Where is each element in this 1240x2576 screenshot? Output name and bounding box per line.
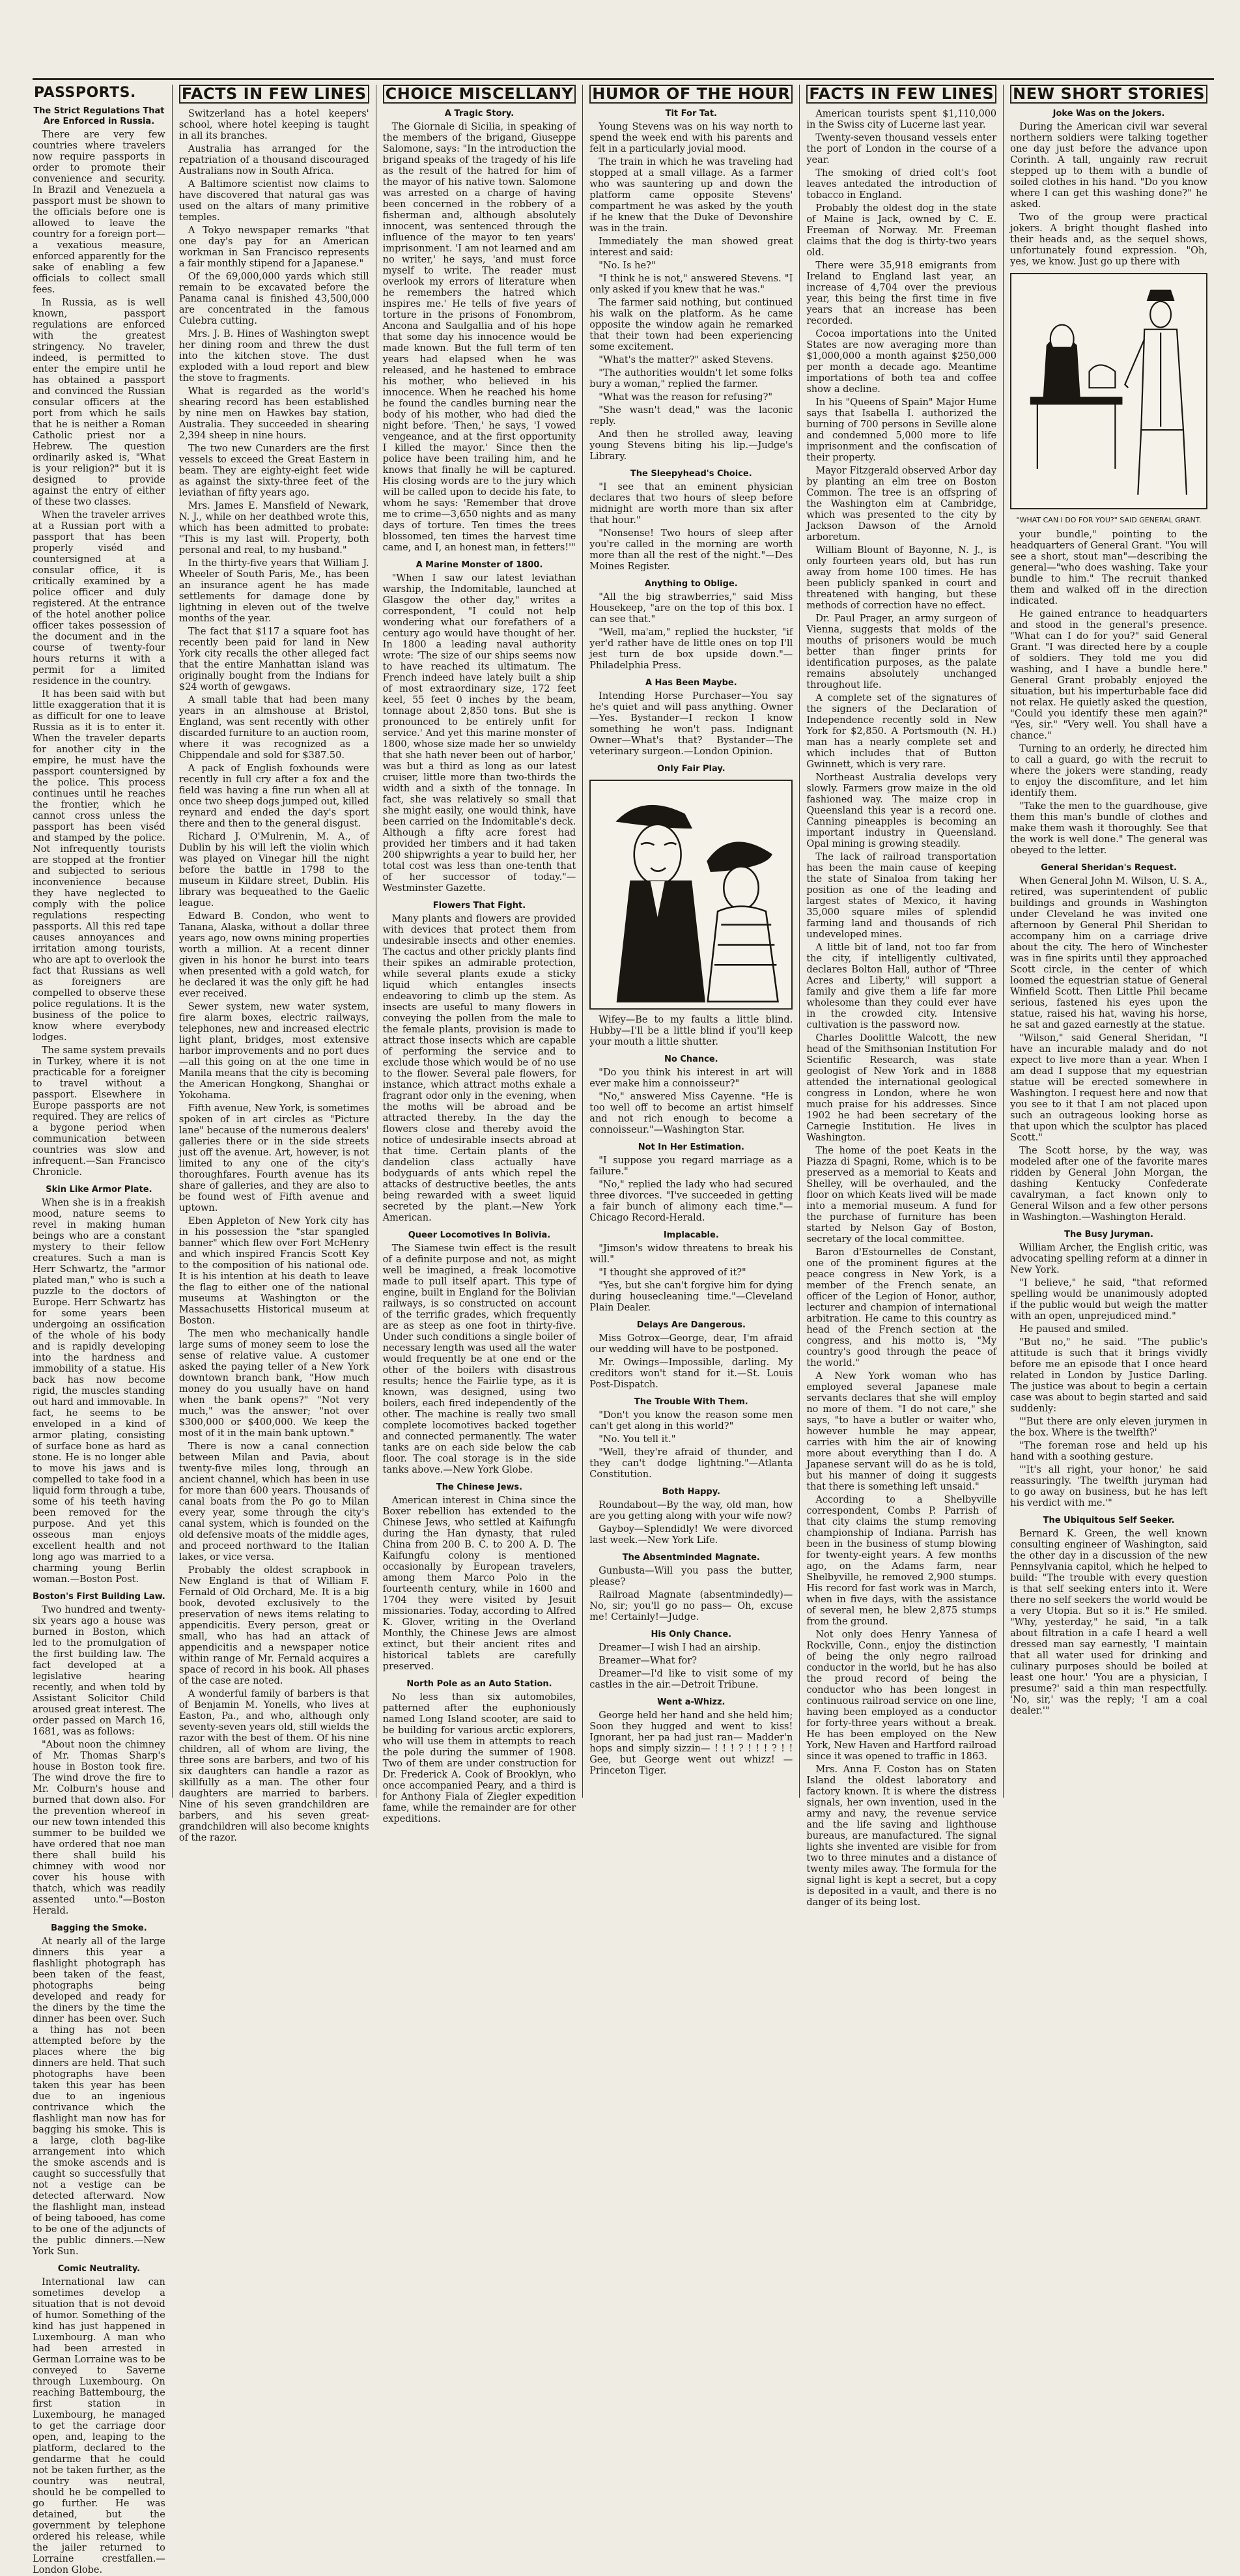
article-paragraph: Turning to an orderly, he directed him to call a guard, go with the recruit to where the jokers were standing, ready to enjoy the discomfiture, and let him identify them. — [1010, 743, 1207, 799]
article-paragraph: "Well, they're afraid of thunder, and they can't dodge lightning."—Atlanta Constitution. — [589, 1447, 793, 1480]
article-paragraph: Many plants and flowers are provided with devices that protect them from undesirable insects and other enemies. The cactus and other prickly plants find their spikes an admirable protection, while several plants exude a sticky liquid which entangles insects endeavoring to climb up the stem. As insects are useful to many flowers in conveying the pollen from the male to the female plants, provision is made to attract those insects which are capable of performing the service and to exclude those which would be of no use to the flower. Several pale flowers, for instance, which attract moths exhale a fragrant odor only in the evening, when the moths will be abroad and be attracted thereby. In the day the flowers close and thereby avoid the notice of undesirable insects abroad at that time. Certain plants of the dandelion class actually have bodyguards of ants which repel the attacks of destructive beetles, the ants being rewarded with a sweet liquid secreted by the plant.—New York American. — [382, 914, 576, 1223]
fact-paragraph: Of the 69,000,000 yards which still remain to be excavated before the Panama canal is finished 43,500,000 are concentrated in the famous Culebra cutting. — [178, 272, 369, 326]
article — [33, 1592, 165, 1917]
article-paragraph: Breamer—What for? — [599, 1656, 697, 1667]
article — [33, 106, 165, 1178]
article — [1010, 1230, 1207, 1509]
column-body — [1010, 109, 1207, 1717]
article-title: The Chinese Jews. — [436, 1482, 523, 1492]
article — [383, 1679, 576, 1825]
article-paragraph: George held her hand and she held him; Soon they hugged and went to kiss! Ignorant, her pa had just ran— Madder'n hops and simply sizzin— ! ! ! ? ! ! ! ? ! ! Gee, but George went out whizz! —Princeton Tiger. — [589, 1710, 793, 1777]
article-paragraph: No less than six automobiles, patterned after the euphoniously named Long Island scooter, are said to be building for various arctic explorers, who will use them in attempts to reach the pole during the summer of 1908. Two of them are under construction for Dr. Frederick A. Cook of Brooklyn, who once accompanied Peary, and a third is for Anthony Fiala of Ziegler expedition fame, while the remainder are for other expeditions. — [382, 1692, 576, 1824]
article-title: Tit For Tat. — [665, 109, 717, 119]
column-body — [806, 109, 996, 1908]
article — [33, 1185, 165, 1585]
article — [383, 901, 576, 1224]
column-humor — [582, 85, 799, 1798]
article-paragraph: "Yes, but she can't forgive him for dying during housecleaning time."—Cleveland Plain Dealer. — [589, 1281, 793, 1314]
article — [589, 1397, 793, 1480]
article-title: Joke Was on the Jokers. — [1052, 109, 1165, 119]
article — [589, 1553, 793, 1623]
article — [383, 560, 576, 894]
article-paragraph: "No," answered Miss Cayenne. "He is too well off to become an artist himself and not rich enough to become a connoisseur."—Washington Star. — [589, 1092, 793, 1136]
fact-paragraph: A complete set of the signatures of the signers of the Declaration of Independence recently sold in New York for $2,850. A Portsmouth (N. H.) man has a nearly complete set and which includes that of Button Gwinnett, which is very rare. — [806, 693, 997, 770]
fact-paragraph: Mayor Fitzgerald observed Arbor day by planting an elm tree on Boston Common. The tree is an offspring of the Washington elm at Cambridge, which was presented to the city by Jackson Dawson of the Arnold arboretum. — [806, 466, 997, 543]
fact-paragraph: A pack of English foxhounds were recently in full cry after a fox and the field was having a fine run when all at once two sheep dogs jumped out, killed reynard and ended the day's sport there and then to the general disgust. — [178, 763, 369, 829]
column-body — [33, 106, 165, 2576]
article-paragraph: The same system prevails in Turkey, where it is not practicable for a foreigner to travel without a passport. Elsewhere in Europe passports are not required. They are relics of a bygone period when communication between countries was slow and infrequent.—San Francisco Chronicle. — [33, 1045, 165, 1178]
article-title: The Trouble With Them. — [634, 1397, 748, 1408]
article-title: A Tragic Story. — [444, 109, 514, 119]
article-paragraph: "Jimson's widow threatens to break his will." — [589, 1243, 793, 1266]
article-paragraph: "Do you think his interest in art will ever make him a connoisseur?" — [589, 1068, 793, 1090]
article-title: Queer Locomotives In Bolivia. — [408, 1230, 551, 1240]
article-title: The Busy Juryman. — [1064, 1229, 1153, 1239]
fact-paragraph: Baron d'Estournelles de Constant, one of the prominent figures at the peace congress in New York, is a member of the French senate, an officer of the Legion of Honor, author, lecturer and champion of international arbitration. He came to this country as head of the French section at the congress, and his motto is, "My country's good through the peace of the world." — [806, 1247, 997, 1368]
fact-paragraph: A wonderful family of barbers is that of Benjamin M. Yonells, who lives at Easton, Pa., and who, although only seventy-seven years old, still wields the razor with the best of them. Of his nine children, all of whom are living, the three sons are barbers, and two of his six daughters can handle a razor as skillfully as a man. The other four daughters are married to barbers. Nine of his seven grandchildren are barbers, and his seven great-grandchildren will also become knights of the razor. — [178, 1689, 369, 1843]
article-paragraph: The Scott horse, by the way, was modeled after one of the favorite mares ridden by General John Morgan, the dashing Kentucky Confederate cavalryman, a fact known only to General Wilson and a few other persons in Washington.—Washington Herald. — [1010, 1145, 1207, 1223]
article-paragraph: Gayboy—Splendidly! We were divorced last week.—New York Life. — [589, 1524, 793, 1546]
article-paragraph: He gained entrance to headquarters and stood in the general's presence. "What can I do for you?" said General Grant. "I was directed here by a couple of soldiers. They told me you did washing, and I have a bundle here." General Grant probably enjoyed the situation, but his imperturbable face did not relax. He quietly asked the question, "Could you identify these men again?" "Yes, sir." "Very well. You shall have a chance." — [1010, 608, 1207, 741]
article — [1010, 863, 1207, 1223]
article-paragraph: "'But there are only eleven jurymen in the box. Where is the twelfth?' — [1010, 1416, 1207, 1438]
fact-paragraph: Probably the oldest dog in the state of Maine is Jack, owned by C. E. Freeman of Norway. Mr. Freeman claims that the dog is thirty-two years old. — [806, 203, 997, 258]
article-title: No Chance. — [664, 1054, 718, 1065]
fact-paragraph: Not only does Henry Yannesa of Rockville, Conn., enjoy the distinction of being the only negro railroad conductor in the world, but he has also the proud record of being the conductor who has been longest in continuous railroad service on one line, having been employed as a conductor for forty-three years without a break. He has been employed on the New York, New Haven and Hartford railroad since it was opened to traffic in 1863. — [806, 1630, 997, 1762]
article — [589, 1697, 793, 1777]
fact-paragraph: Switzerland has a hotel keepers' school, where hotel keeping is taught in all its branches. — [178, 109, 369, 141]
column-header: NEW SHORT STORIES — [1010, 85, 1207, 104]
column-body — [589, 109, 793, 1777]
article-paragraph: Gunbusta—Will you pass the butter, please? — [589, 1566, 793, 1588]
fact-paragraph: Edward B. Condon, who went to Tanana, Alaska, without a dollar three years ago, now owns mining properties worth a million. At a recent dinner given in his honor he burst into tears when presented with a gold watch, for he declared it was the only gift he had ever received. — [178, 911, 369, 999]
fact-paragraph: The fact that $117 a square foot has recently been paid for land in New York city recalls the other alleged fact that the entire Manhattan island was originally bought from the Indians for $24 worth of gewgaws. — [178, 627, 369, 692]
article-title: The Absentminded Magnate. — [622, 1553, 760, 1563]
fact-paragraph: Mrs. Anna F. Coston has on Staten Island the oldest laboratory and factory known. It is where the distress signals, her own invention, used in the army and navy, the revenue service and the life saving and lighthouse bureaus, are manufactured. The signal lights she invented are visible for from two to three minutes and a distance of twenty miles away. The formula for the signal light is kept a secret, but a copy is deposited in a vault, and there is no danger of its being lost. — [806, 1764, 997, 1908]
fact-paragraph: Twenty-seven thousand vessels enter the port of London in the course of a year. — [806, 133, 997, 165]
article-paragraph: The farmer said nothing, but continued his walk on the platform. As he came opposite the window again he remarked that their town had been experiencing some excitement. — [589, 298, 793, 352]
article — [1010, 1516, 1207, 1717]
article-title: Boston's First Building Law. — [33, 1592, 165, 1602]
column-header: FACTS IN FEW LINES — [179, 85, 369, 104]
article-title: Skin Like Armor Plate. — [46, 1185, 152, 1195]
article-title: Implacable. — [663, 1230, 719, 1241]
fact-paragraph: A Baltimore scientist now claims to have discovered that natural gas was used on the altars of many primitive temples. — [178, 179, 369, 223]
article-paragraph: "The authorities wouldn't let some folks bury a woman," replied the farmer. — [589, 368, 793, 389]
article-paragraph: Bernard K. Green, the well known consulting engineer of Washington, said the other day in a discussion of the new Pennsylvania capitol, which he helped to build: "The trouble with every question is that self seeking enters into it. Were there no self seekers the world would be a very Utopia. But so it is." He smiled. "Why, yesterday," he said, "in a talk about filtration in a cafe I heard a well dressed man say earnestly, 'I maintain that all water used for drinking and culinary purposes should be boiled at least one hour.' 'You are a physician, I presume?' said a thin man respectfully. 'No, sir,' was the reply; 'I am a coal dealer.'" — [1010, 1528, 1207, 1716]
fact-paragraph: The men who mechanically handle large sums of money seem to lose the sense of relative value. A customer asked the paying teller of a New York downtown branch bank, "How much money do you usually have on hand when the bank opens?" "Not very much," was the answer; "not over $300,000 or $400,000. We keep the most of it in the main bank uptown." — [178, 1329, 369, 1439]
article — [383, 1230, 576, 1476]
grant-illustration — [1011, 274, 1206, 508]
article-paragraph: "She wasn't dead," was the laconic reply. — [589, 405, 793, 427]
article-paragraph: "I suppose you regard marriage as a failure." — [589, 1155, 793, 1178]
article-paragraph: And then he strolled away, leaving young Stevens biting his lip.—Judge's Library. — [589, 429, 793, 462]
article-paragraph: "I see that an eminent physician declares that two hours of sleep before midnight are worth more than six after that hour." — [589, 482, 793, 526]
fact-paragraph: Mrs. J. B. Hines of Washington swept her dining room and threw the dust into the kitchen stove. The dust exploded with a loud report and blew the stove to fragments. — [178, 329, 369, 384]
article-paragraph: "What was the reason for refusing?" — [599, 392, 773, 403]
fact-paragraph: The home of the poet Keats in the Piazza di Spagni, Rome, which is to be preserved as a memorial to Keats and Shelley, will be overhauled, and the floor on which Keats lived will be made into a memorial museum. A fund for the purchase of furniture has been started by Nelson Gay of Boston, secretary of the local committee. — [806, 1146, 997, 1245]
article-title: Delays Are Dangerous. — [636, 1320, 746, 1331]
fact-paragraph: A Tokyo newspaper remarks "that one day's pay for an American workman in San Francisco represents a fair monthly stipend for a Japanese." — [178, 225, 369, 269]
fact-paragraph: The two new Cunarders are the first vessels to exceed the Great Eastern in beam. They are eighty-eight feet wide as against the sixty-three feet of the leviathan of fifty years ago. — [178, 444, 369, 498]
fact-paragraph: What is regarded as the world's shearing record has been established by nine men on Hawkes bay station, Australia. They succeeded in shearing 2,394 sheep in nine hours. — [178, 386, 369, 441]
article-paragraph: Mr. Owings—Impossible, darling. My creditors won't stand for it.—St. Louis Post-Dispatch. — [589, 1357, 793, 1391]
article-title: A Has Been Maybe. — [645, 678, 737, 688]
fact-paragraph: A small table that had been many years in an almshouse at Bristol, England, was sent recently with other discarded furniture to an auction room, where it was recognized as a Chippendale and sold for $387.50. — [178, 695, 369, 761]
article-paragraph: "The foreman rose and held up his hand with a soothing gesture. — [1010, 1440, 1207, 1462]
article — [589, 109, 793, 462]
column-facts-2 — [799, 85, 1003, 1908]
fact-paragraph: Fifth avenue, New York, is sometimes spoken of in art circles as "Picture lane" because of the numerous dealers' galleries there or in the side streets just off the avenue. Art, however, is not limited to any one of the city's thoroughfares. Fourth avenue has its share of galleries, and they are also to be found west of Fifth avenue and uptown. — [178, 1103, 369, 1213]
fact-paragraph: Eben Appleton of New York city has in his possession the "star spangled banner" which flew over Fort McHenry and which inspired Francis Scott Key to the composition of his national ode. It is his intention at his death to leave the flag to either one of the national museums at Washington or the Massachusetts Historical museum at Boston. — [178, 1216, 369, 1326]
article-paragraph: The train in which he was traveling had stopped at a small village. As a farmer who was sauntering up and down the platform came opposite Stevens' compartment he was asked by the youth if he knew that the Duke of Devonshire was in the train. — [589, 157, 793, 234]
article — [1010, 109, 1207, 268]
fact-paragraph: A little bit of land, not too far from the city, if intelligently cultivated, declares Bolton Hall, author of "Three Acres and Liberty," will support a family and give them a life far more wholesome than they could ever have in the crowded city. Intensive cultivation is the password now. — [806, 942, 997, 1030]
article — [383, 109, 576, 554]
article-paragraph: "No. Is he?" — [599, 261, 656, 271]
article-paragraph: When General John M. Wilson, U. S. A., retired, was superintendent of public buildings and grounds in Washington under Cleveland he was invited one afternoon by General Phil Sheridan to accompany him on a carriage drive about the city. The hero of Winchester was in fine spirits until they approached Scott circle, in the center of which loomed the equestrian statue of General Winfield Scott. Then Little Phil became serious, fastened his eyes upon the statue, raised his hat, waving his horse, he sat and gazed earnestly at the statue. — [1010, 875, 1207, 1030]
article-paragraph: In Russia, as is well known, passport regulations are enforced with the greatest stringency. No traveler, indeed, is permitted to enter the empire until he has obtained a passport and convinced the Russian consular officers at the port from which he sails that he is neither a Roman Catholic priest nor a Hebrew. The question ordinarily asked is, "What is your religion?" but it is designed to provide against the entry of either of these two classes. — [33, 298, 165, 507]
article-paragraph: Young Stevens was on his way north to spend the week end with his parents and felt in a particularly jovial mood. — [589, 122, 793, 154]
article-paragraph: "I believe," he said, "that reformed spelling would be unanimously adopted if the public would but weigh the matter with an open, unprejudiced mind." — [1010, 1277, 1207, 1322]
article-title: Only Fair Play. — [656, 764, 726, 774]
fact-paragraph: Sewer system, new water system, fire alarm boxes, electric railways, telephones, new and increased electric light plant, bridges, most extensive harbor improvements and no port dues—all this going on at the one time in Manila means that the city is becoming the American Hongkong, Shanghai or Yokohama. — [178, 1002, 369, 1101]
fact-paragraph: In his "Queens of Spain" Major Hume says that Isabella I. authorized the burning of 700 persons in Seville alone and condemned 5,000 more to life imprisonment and the confiscation of their property. — [806, 397, 997, 463]
article-title: A Marine Monster of 1800. — [416, 560, 543, 570]
article-paragraph: Dreamer—I'd like to visit some of my castles in the air.—Detroit Tribune. — [589, 1669, 793, 1691]
fact-paragraph: Probably the oldest scrapbook in New England is that of William F. Fernald of Old Orchard, Me. It is a big book, devoted exclusively to the preservation of news items relating to appendicitis. Every person, great or small, who has had an attack of appendicitis and a newspaper notice within range of Mr. Fernald acquires a space of record in his book. All phases of the case are noted. — [178, 1565, 369, 1686]
fact-paragraph: Dr. Paul Prager, an army surgeon of Vienna, suggests that molds of the mouths of prisoners would be much better than finger prints for identification purposes, as the palate remains absolutely unchanged throughout life. — [806, 614, 997, 690]
column-choice-miscellany — [376, 85, 583, 1824]
fact-paragraph: Mrs. James E. Mansfield of Newark, N. J., while on her deathbed wrote this, which has been admitted to probate: "This is my last will. Property, both personal and real, to my husband." — [178, 501, 369, 556]
fact-paragraph: There were 35,918 emigrants from Ireland to England last year, an increase of 4,704 over the previous year, this being the first time in five years that an increase has been recorded. — [806, 261, 997, 326]
article-title: Both Happy. — [662, 1487, 720, 1497]
article-title: His Only Chance. — [651, 1630, 732, 1640]
article-paragraph: Wifey—Be to my faults a little blind. Hubby—I'll be a little blind if you'll keep your mouth a little shutter. — [589, 1015, 793, 1048]
fact-paragraph: The lack of railroad transportation has been the main cause of keeping the state of Sinaloa from taking her position as one of the leading and largest states of Mexico, it having 35,000 square miles of splendid farming land and thousands of rich undeveloped mines. — [806, 852, 997, 940]
article-paragraph: "All the big strawberries," said Miss Housekeep, "are on the top of this box. I can see that." — [589, 592, 793, 625]
column-passports — [33, 85, 172, 2575]
article-paragraph: American interest in China since the Boxer rebellion has extended to the Chinese Jews, who settled at Kaifungfu during the Han dynasty, that ruled China from 200 B. C. to 200 A. D. The Kaifungfu colony is mentioned occasionally by European travelers, among them Marco Polo in the fourteenth century, while in 1600 and 1704 they were visited by Jesuit missionaries. Today, according to Alfred K. Glover, writing in the Overland Monthly, the Chinese Jews are almost extinct, but their ancient rites and historical tablets are carefully preserved. — [382, 1495, 576, 1672]
column-header: CHOICE MISCELLANY — [383, 85, 576, 104]
illustration — [589, 780, 793, 1010]
article-paragraph: Roundabout—By the way, old man, how are you getting along with your wife now? — [589, 1500, 793, 1522]
article-title: Comic Neutrality. — [57, 2264, 141, 2274]
article-paragraph: "No. You tell it." — [599, 1434, 676, 1445]
article-paragraph: "'It's all right, your honor,' he said reassuringly. 'The twelfth juryman had to go away on business, but he has left his verdict with me.'" — [1010, 1464, 1207, 1508]
article-paragraph: "When I saw our latest leviathan warship, the Indomitable, launched at Glasgow the other day," writes a correspondent, "I could not help wondering what our forefathers of a century ago would have thought of her. In 1800 a leading naval authority wrote: 'The size of our ships seems now to have reached its ultimatum. The French indeed have lately built a ship of most extraordinary size, 172 feet keel, 55 feet 0 inches by the beam, tonnage about 2,850 tons. But she is pronounced to be entirely unfit for service.' And yet this marine monster of 1800, whose size made her so unwieldy that she hath never been out of harbor,' was but a third as long as our latest cruiser, little more than two-thirds the width and a sixth of the tonnage. In fact, she was relatively so small that she might easily, one would think, have been carried on the Indomitable's deck. Although a fifty acre forest had provided her timbers and it had taken 200 shipwrights a year to build her, her total cost was less than one-tenth that of her successor of today."—Westminster Gazette. — [382, 573, 576, 894]
article-paragraph: "I thought she approved of it?" — [599, 1267, 746, 1279]
article-paragraph: Dreamer—I wish I had an airship. — [599, 1643, 761, 1654]
article-title: Not In Her Estimation. — [638, 1142, 744, 1153]
column-body — [179, 109, 369, 1844]
article-paragraph: There are very few countries where travelers now require passports in order to promote their convenience and security. In Brazil and Venezuela a passport must be shown to the officials before one is allowed to leave the country for a foreign port—a vexatious measure, enforced apparently for the sake of enabling a few officials to collect small fees. — [33, 130, 165, 295]
article — [33, 1923, 165, 2258]
article — [589, 469, 793, 573]
article-title: Flowers That Fight. — [432, 901, 526, 911]
article-paragraph: Miss Gotrox—George, dear, I'm afraid our wedding will have to be postponed. — [589, 1333, 793, 1355]
article-paragraph: "Take the men to the guardhouse, give them this man's bundle of clothes and make them wash it thoroughly. See that the work is well done." The general was obeyed to the letter. — [1010, 800, 1207, 856]
column-header: FACTS IN FEW LINES — [806, 85, 996, 104]
article-paragraph: The Giornale di Sicilia, in speaking of the members of the brigand, Giuseppe Salomone, says: "In the introduction the brigand speaks of the tragedy of his life as the result of the hatred for him of the mayor of his native town. Salomone was arrested on a charge of having been concerned in the robbery of a fisherman and, although absolutely innocent, was sentenced through the influence of the mayor to ten years' imprisonment. 'I am not learned and am no writer,' he says, 'and must force myself to write. The reader must overlook my errors of literature when he remembers the hatred which inspires me.' He tells of five years of torture in the prisons of Fonombrom, Ancona and Saulgallia and of his hope that some day his innocence would be made known. But the full term of ten years had elapsed when he was released, and he hastened to embrace his mother, who believed in his innocence. When he reached his home he found the candles burning near the body of his mother, who had died the night before. 'Then,' he says, 'I vowed vengeance, and at the first opportunity I killed the mayor.' Since then the police have been trailing him, and he knows that finally he will be captured. His closing words are to the jury which will be called upon to decide his fate, to whom he says: 'Remember that drove me to crime—3,650 nights and as many days of torture. Ten times the trees blossomed, ten times the harvest time came, and I, an honest man, in fetters!'" — [382, 122, 576, 553]
article-paragraph: William Archer, the English critic, was advocating spelling reform at a dinner in New York. — [1010, 1242, 1207, 1275]
article — [589, 1054, 793, 1136]
article-paragraph: "About noon the chimney of Mr. Thomas Sharp's house in Boston took fire. The wind drove the fire to Mr. Colburn's house and burned that down also. For the prevention whereof in our new town intended this summer to be builded we have ordered that noe man there shall build his chimney with wood nor cover his house with thatch, which was readily assented unto."—Boston Herald. — [33, 1740, 165, 1916]
article-paragraph: "Don't you know the reason some men can't get along in this world?" — [589, 1410, 793, 1432]
article-paragraph: When the traveler arrives at a Russian port with a passport that has been properly viséd and countersigned at a consular office, it is critically examined by a police officer and duly registered. At the entrance of the hotel another police officer takes possession of the document and in the course of twenty-four hours returns it with a permit for a limited residence in the country. — [33, 510, 165, 686]
article-paragraph: "Wilson," said General Sheridan, "I have an incurable malady and do not expect to live more than a year. When I am dead I suppose that my equestrian statue will be erected somewhere in Washington. I request here and now that you see to it that I am not placed upon such an outrageous looking horse as that upon which the sculptor has placed Scott." — [1010, 1032, 1207, 1143]
column-short-stories — [1003, 85, 1214, 1798]
fact-paragraph: William Blount of Bayonne, N. J., is only fourteen years old, but has run away from home 100 times. He has been publicly spanked in court and threatened with hanging, but these methods of correction have no effect. — [806, 545, 997, 611]
illustration-caption: "WHAT CAN I DO FOR YOU?" SAID GENERAL GRANT. — [1016, 515, 1202, 524]
article-paragraph: Two of the group were practical jokers. A bright thought flashed into their heads and, as the sequel shows, unfortunately found expression. "Oh, yes, we know. Just go up there with — [1010, 212, 1207, 267]
article — [589, 1142, 793, 1224]
article-paragraph: Two hundred and twenty-six years ago a house was burned in Boston, which led to the promulgation of the first building law. The fact developed at a legislative hearing recently, and when told by Assistant Solicitor Child aroused great interest. The order passed on March 16, 1681, was as follows: — [33, 1605, 165, 1737]
article-paragraph: "Nonsense! Two hours of sleep after you're called in the morning are worth more than all the rest of the night."—Des Moines Register. — [589, 528, 793, 572]
article — [589, 1487, 793, 1546]
columns-container — [33, 85, 1214, 2575]
article-paragraph: Immediately the man showed great interest and said: — [589, 236, 793, 258]
article — [383, 1482, 576, 1673]
article — [589, 1320, 793, 1391]
fact-paragraph: A New York woman who has employed several Japanese male servants declares that she will employ no more of them. "I do not care," she says, "to have a butler or waiter who, however humble he may appear, carries with him the air of knowing more about everything than I do. A Japanese servant will do as he is told, but his manner of doing it suggests that there is something left unsaid." — [806, 1371, 997, 1492]
fact-paragraph: According to a Shelbyville correspondent, Combs P. Parrish of that city claims the stump removing championship of Indiana. Parrish has been in the business of stump blowing for twenty-eight years. A few months ago, on the Adams farm, near Shelbyville, he removed 2,900 stumps. His record for fast work was in March, when in five days, with the assistance of several men, he blew 2,875 stumps from the ground. — [806, 1495, 997, 1627]
article-title: General Sheridan's Request. — [1041, 862, 1177, 873]
article-title: The Sleepyhead's Choice. — [630, 469, 752, 479]
column-header: PASSPORTS. — [34, 85, 136, 101]
article-paragraph: "No," replied the lady who had secured three divorces. "I've succeeded in getting a fair bunch of alimony each time."—Chicago Record-Herald. — [589, 1180, 793, 1224]
article-paragraph: When she is in a freakish mood, nature seems to revel in making human beings who are a constant mystery to their fellow creatures. Such a man is Herr Schwartz, the "armor plated man," who is such a puzzle to the doctors of Europe. Herr Schwartz has for some years been undergoing an ossification of the whole of his body and is rapidly developing into the hardness and immobility of a statue. His back has now become rigid, the muscles standing out hard and immovable. In fact, he seems to be enveloped in a kind of armor plating, consisting of surface bone as hard as stone. He is no longer able to move his jaws and is compelled to take food in a liquid form through a tube, some of his teeth having been removed for the purpose. And yet this osseous man enjoys excellent health and not long ago was married to a charming young Berlin woman.—Boston Post. — [33, 1198, 165, 1585]
article-paragraph: your bundle," pointing to the headquarters of General Grant. "You will see a short, stout man"—describing the general—"who does washing. Take your bundle to him." The recruit thanked them and walked off in the direction indicated. — [1010, 529, 1207, 606]
fact-paragraph: Richard J. O'Mulrenin, M. A., of Dublin by his will left the violin which was played on Vinegar hill the night before the battle in 1798 to the museum in Kildare street, Dublin. His library was bequeathed to the Gaelic league. — [178, 832, 369, 909]
article-paragraph: International law can sometimes develop a situation that is not devoid of humor. Something of the kind has just happened in Luxembourg. A man who had been arrested in German Lorraine was to be conveyed to Saverne through Luxembourg. On reaching Battembourg, the first station in Luxembourg, he managed to get the carriage door open, and, leaping to the platform, declared to the gendarme that he could not be taken further, as the country was neutral, should he be compelled to go further. He was detained, but the government by telephone ordered his release, while the jailer returned to Lorraine crestfallen.—London Globe. — [33, 2277, 165, 2575]
article-title: Went a-Whizz. — [657, 1697, 726, 1708]
article-paragraph: "Well, ma'am," replied the huckster, "if yer'd rather have de little ones on top I'll jest turn de box upside down."—Philadelphia Press. — [589, 627, 793, 671]
article-title: Anything to Oblige. — [644, 579, 738, 589]
column-body — [383, 109, 576, 1825]
column-facts-1 — [172, 85, 376, 1843]
fact-paragraph: Charles Doolittle Walcott, the new head of the Smithsonian Institution For Scientific Research, was state geologist of New York and in 1888 attended the international geological congress in London, where he won much praise for his addresses. Since 1902 he had been secretary of the Carnegie Institution. He lives in Washington. — [806, 1033, 997, 1143]
fact-paragraph: Australia has arranged for the repatriation of a thousand discouraged Australians now in South Africa. — [178, 144, 369, 177]
article-paragraph: "I think he is not," answered Stevens. "I only asked if you knew that he was." — [589, 274, 793, 295]
article — [33, 2264, 165, 2576]
article-title: Bagging the Smoke. — [51, 1923, 147, 1933]
fact-paragraph: The smoking of dried colt's foot leaves antedated the introduction of tobacco in England. — [806, 168, 997, 201]
masthead-rule — [33, 78, 1214, 80]
fact-paragraph: Northeast Australia develops very slowly. Farmers grow maize in the old fashioned way. The maize crop in Queensland this year is a record one. Canning pineapples is becoming an important industry in Queensland. Opal mining is growing steadily. — [806, 772, 997, 849]
article-paragraph: "But no," he said. "The public's attitude is such that it brings vividly before me an episode that I once heard related in London by Justice Darling. The justice was about to begin a certain case was about to begin started and said suddenly: — [1010, 1337, 1207, 1414]
article — [589, 579, 793, 672]
column-header: HUMOR OF THE HOUR — [589, 85, 793, 104]
article — [589, 1230, 793, 1314]
article — [589, 764, 793, 1048]
article-title: The Strict Regulations That Are Enforced in Russia. — [33, 106, 165, 126]
article-paragraph: Railroad Magnate (absentmindedly)—No, sir; you'll go no pass— Oh, excuse me! Certainly!—Judge. — [589, 1590, 793, 1623]
fact-paragraph: There is now a canal connection between Milan and Pavia, about twenty-five miles long, through an ancient channel, which has been in use for more than 600 years. Thousands of canal boats from the Po go to Milan every year, some through the city's canal system, which is founded on the old defensive moats of the middle ages, and proceed northward to the Italian lakes, or vice versa. — [178, 1441, 369, 1563]
couple-illustration — [591, 781, 791, 1008]
fact-paragraph: In the thirty-five years that William J. Wheeler of South Paris, Me., has been an insurance agent he has made settlements for damage done by lightning in eleven out of the twelve months of the year. — [178, 558, 369, 624]
article-paragraph: Intending Horse Purchaser—You say he's quiet and will pass anything. Owner—Yes. Bystander—I reckon I know something he won't pass. Indignant Owner—What's that? Bystander—The veterinary surgeon.—London Opinion. — [589, 691, 793, 757]
article — [589, 678, 793, 757]
article-paragraph: "What's the matter?" asked Stevens. — [599, 355, 774, 365]
article-title: North Pole as an Auto Station. — [406, 1679, 552, 1689]
fact-paragraph: American tourists spent $1,110,000 in the Swiss city of Lucerne last year. — [806, 109, 997, 130]
article-title: The Ubiquitous Self Seeker. — [1043, 1515, 1175, 1525]
article-paragraph: It has been said with but little exaggeration that it is as difficult for one to leave Russia as it is to enter it. When the traveler departs for another city in the empire, he must have the passport countersigned by the police. This process continues until he reaches the frontier, which he cannot cross unless the passport has been viséd and stamped by the police. Not infrequently tourists are stopped at the frontier and subjected to serious inconvenience because they have neglected to comply with the police regulations respecting passports. All this red tape causes annoyances and irritation among tourists, who are apt to overlook the fact that Russians as well as foreigners are compelled to observe these police regulations. It is the business of the police to know where everybody lodges. — [33, 689, 165, 1043]
illustration — [1010, 273, 1207, 509]
article — [589, 1630, 793, 1691]
article-paragraph: At nearly all of the large dinners this year a flashlight photograph has been taken of the feast, photographs being developed and ready for the diners by the time the dinner has been over. Such a thing has not been attempted before by the places where the big dinners are held. That such photographs have been taken this year has been due to an ingenious contrivance which the flashlight man now has for bagging his smoke. This is a large, cloth bag-like arrangement into which the smoke ascends and is caught so successfully that not a vestige can be detected afterward. Now the flashlight man, instead of being tabooed, has come to be one of the adjuncts of the public dinners.—New York Sun. — [33, 1936, 165, 2257]
article-paragraph: He paused and smiled. — [1019, 1323, 1129, 1335]
fact-paragraph: Cocoa importations into the United States are now averaging more than $1,000,000 a month against $250,000 per month a decade ago. Meantime importations of both tea and coffee show a decline. — [806, 329, 997, 395]
article-paragraph: During the American civil war several northern soldiers were talking together one day just before the advance upon Corinth. A tall, ungainly raw recruit stepped up to them with a bundle of soiled clothes in his hand. "Do you know where I can get this washing done?" he asked. — [1010, 122, 1207, 210]
article — [1010, 273, 1207, 856]
article-paragraph: The Siamese twin effect is the result of a definite purpose and not, as might well be imagined, a freak locomotive made to pull itself apart. This type of engine, built in England for the Bolivian railways, is so constructed on account of the terrific grades, which frequently are as steep as one foot in thirty-five. Under such conditions a single boiler of necessary length was used all the water would frequently be at one end or the other of the boilers with disastrous results; hence the Fairlie type, as it is known, was designed, using two boilers, each fired independently of the other. The machine is really two small complete locomotives backed together and connected permanently. The water tanks are on each side below the cab floor. The coal storage is in the side tanks above.—New York Globe. — [382, 1243, 576, 1475]
